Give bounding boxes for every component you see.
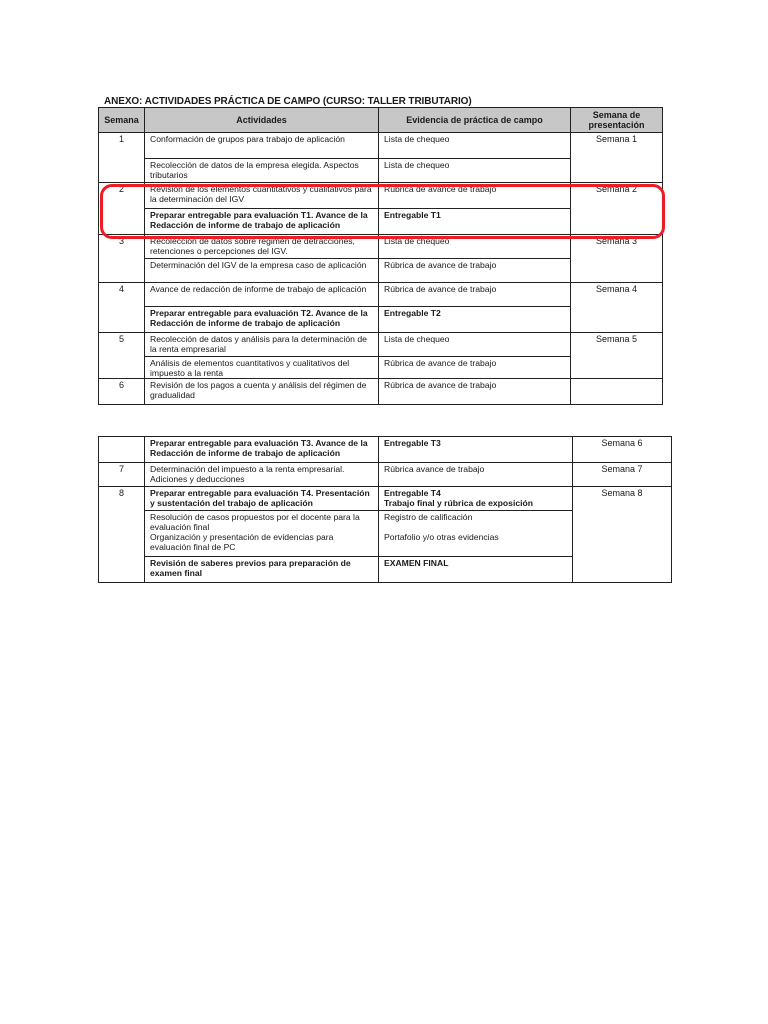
activity-cell: Determinación del IGV de la empresa caso de aplicación [145, 259, 379, 283]
evidence-cell: Rúbrica de avance de trabajo [379, 379, 571, 405]
evidence-cell: Lista de chequeo [379, 333, 571, 357]
table-row [99, 463, 672, 487]
evidence-cell: Lista de chequeo [379, 133, 571, 159]
week-number: 4 [99, 283, 145, 333]
highlight-annotation [100, 184, 665, 239]
table-row [99, 437, 672, 463]
presentation-week: Semana 7 [573, 463, 672, 487]
activity-cell: Revisión de los elementos cuantitativos y cualitativos para la determinación del IGV [145, 183, 379, 209]
document-title: ANEXO: ACTIVIDADES PRÁCTICA DE CAMPO (CURSO: TALLER TRIBUTARIO) [104, 96, 472, 107]
evidence-cell: Lista de chequeo [379, 235, 571, 259]
presentation-week: Semana 1 [571, 133, 663, 183]
presentation-week: Semana 2 [571, 183, 663, 235]
evidence-cell: Entregable T1 [379, 209, 571, 235]
evidence-cell: Entregable T4 Trabajo final y rúbrica de exposición [379, 487, 573, 511]
evidence-cell: Rúbrica de avance de trabajo [379, 357, 571, 379]
activity-cell: Preparar entregable para evaluación T1. Avance de la Redacción de informe de trabajo de aplicación [145, 209, 379, 235]
activity-cell: Recolección de datos de la empresa elegida. Aspectos tributarios [145, 159, 379, 183]
activities-table-1 [98, 107, 663, 405]
presentation-week: Semana 4 [571, 283, 663, 333]
table-row [99, 333, 663, 357]
table-row [99, 379, 663, 405]
week-number: 2 [99, 183, 145, 235]
evidence-cell: EXAMEN FINAL [379, 557, 573, 583]
table-row [99, 487, 672, 511]
activity-cell: Preparar entregable para evaluación T2. Avance de la Redacción de informe de trabajo de aplicación [145, 307, 379, 333]
header-evidence: Evidencia de práctica de campo [379, 108, 571, 133]
week-number: 1 [99, 133, 145, 183]
presentation-week: Semana 3 [571, 235, 663, 283]
evidence-cell: Rúbrica de avance de trabajo [379, 283, 571, 307]
activity-cell: Revisión de los pagos a cuenta y análisis del régimen de gradualidad [145, 379, 379, 405]
activity-cell: Recolección de datos sobre régimen de detracciones, retenciones o percepciones del IGV. [145, 235, 379, 259]
week-number: 7 [99, 463, 145, 487]
activity-cell: Revisión de saberes previos para preparación de examen final [145, 557, 379, 583]
header-presentation: Semana de presentación [571, 108, 663, 133]
evidence-cell: Entregable T2 [379, 307, 571, 333]
activity-cell: Determinación del impuesto a la renta empresarial. Adiciones y deducciones [145, 463, 379, 487]
evidence-cell: Rúbrica de avance de trabajo [379, 259, 571, 283]
activity-cell: Resolución de casos propuestos por el docente para la evaluación final Organización y presentación de evidencias para evaluación final de PC [145, 511, 379, 557]
activity-cell: Avance de redacción de informe de trabajo de aplicación [145, 283, 379, 307]
table-header-row [99, 108, 663, 133]
week-number [99, 437, 145, 463]
evidence-cell: Registro de calificación Portafolio y/o otras evidencias [379, 511, 573, 557]
activity-cell: Recolección de datos y análisis para la determinación de la renta empresarial [145, 333, 379, 357]
activity-cell: Análisis de elementos cuantitativos y cualitativos del impuesto a la renta [145, 357, 379, 379]
presentation-week: Semana 5 [571, 333, 663, 379]
presentation-week: Semana 6 [573, 437, 672, 463]
table-row [99, 133, 663, 159]
activity-cell: Conformación de grupos para trabajo de aplicación [145, 133, 379, 159]
header-activities: Actividades [145, 108, 379, 133]
week-number: 5 [99, 333, 145, 379]
activity-cell: Preparar entregable para evaluación T4. Presentación y sustentación del trabajo de aplicación [145, 487, 379, 511]
header-week: Semana [99, 108, 145, 133]
evidence-cell: Entregable T3 [379, 437, 573, 463]
evidence-cell: Rúbrica de avance de trabajo [379, 183, 571, 209]
presentation-week [571, 379, 663, 405]
evidence-cell: Rúbrica avance de trabajo [379, 463, 573, 487]
week-number: 3 [99, 235, 145, 283]
evidence-cell: Lista de chequeo [379, 159, 571, 183]
activity-cell: Preparar entregable para evaluación T3. Avance de la Redacción de informe de trabajo de aplicación [145, 437, 379, 463]
activities-table-2 [98, 436, 672, 583]
presentation-week: Semana 8 [573, 487, 672, 583]
week-number: 6 [99, 379, 145, 405]
week-number: 8 [99, 487, 145, 583]
table-row [99, 283, 663, 307]
